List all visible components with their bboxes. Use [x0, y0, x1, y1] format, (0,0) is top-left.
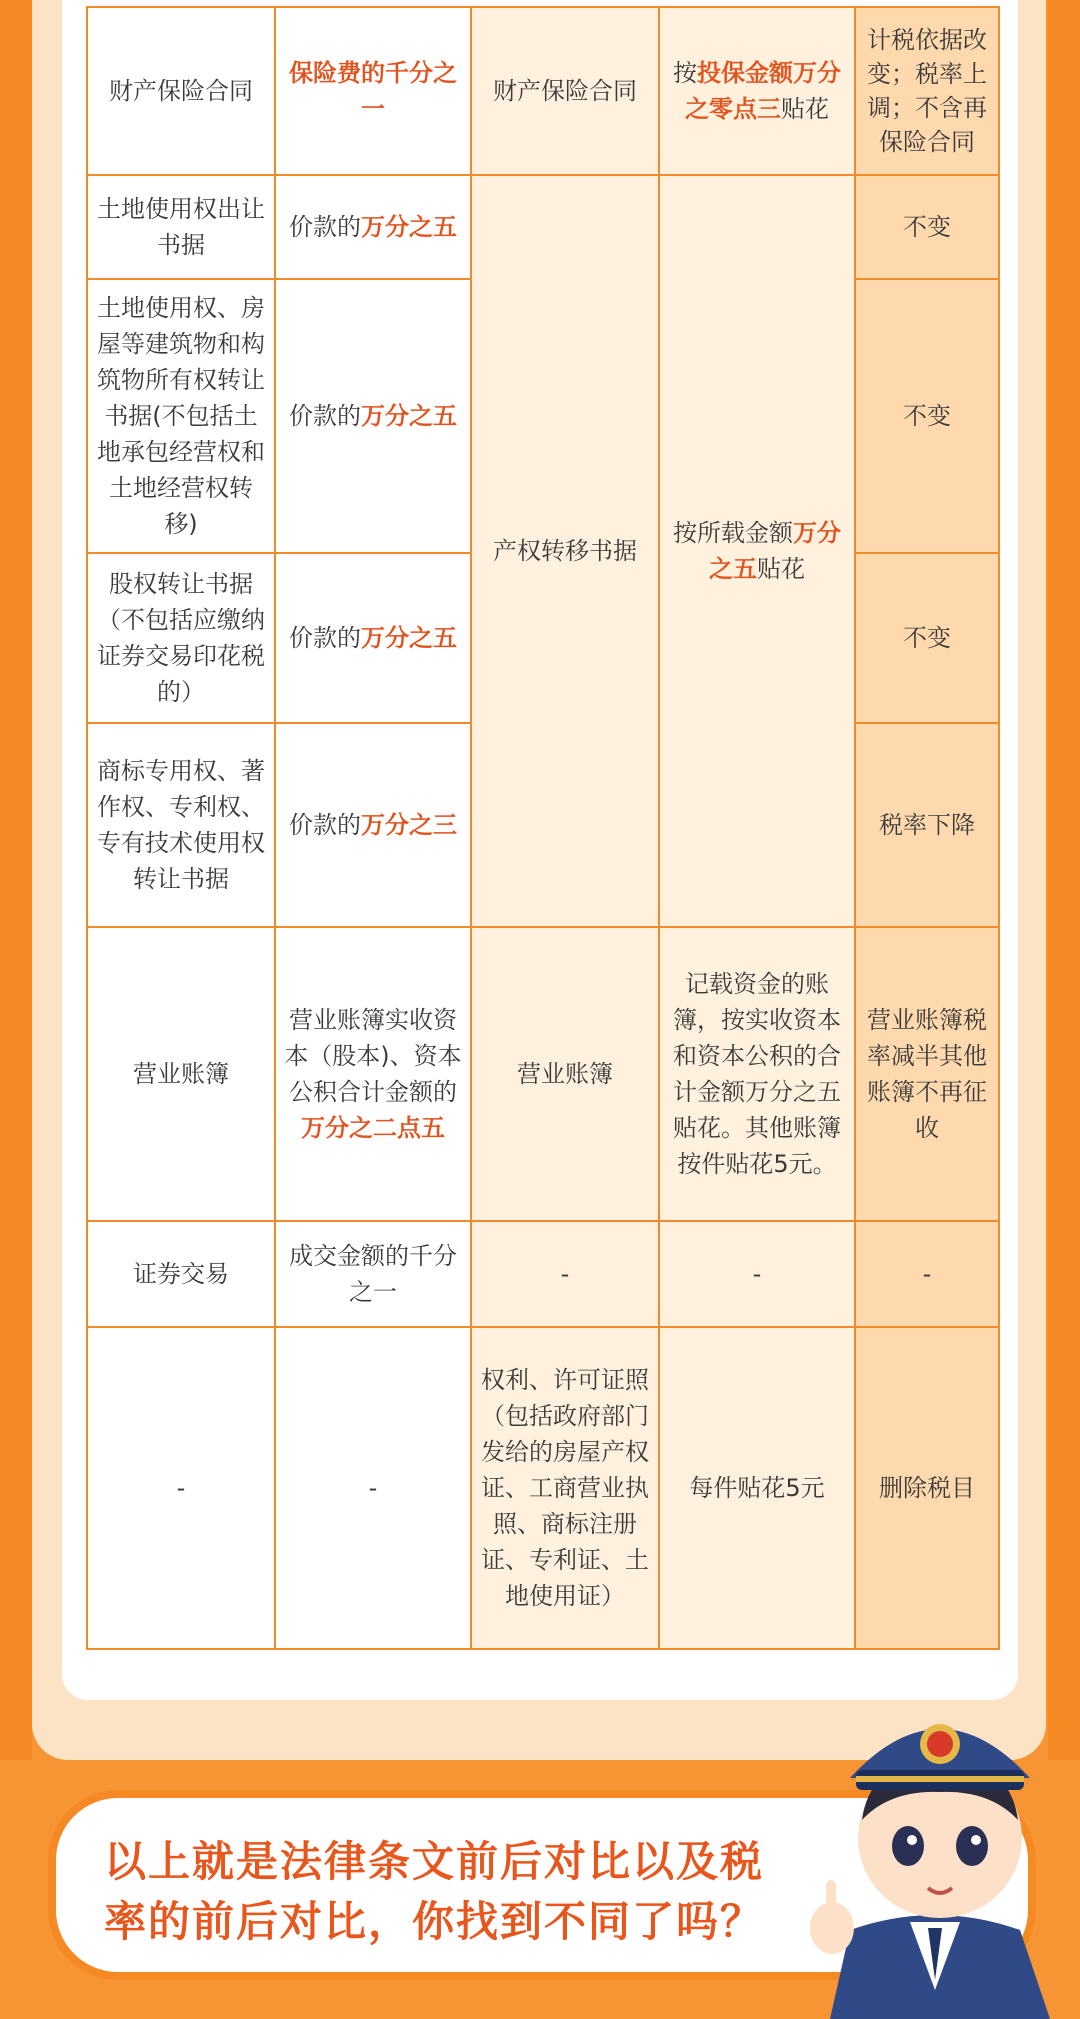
new-item-name: 权利、许可证照（包括政府部门发给的房屋产权证、工商营业执照、商标注册证、专利证、土地使用证） [471, 1327, 659, 1649]
table-row [87, 175, 999, 279]
old-tax-rate [275, 553, 471, 723]
table-row [87, 1327, 999, 1649]
highlighted-rate-text: 万分之二点五 [301, 1114, 445, 1142]
change-note: 计税依据改变；税率上调；不含再保险合同 [855, 7, 999, 175]
change-note: 税率下降 [855, 723, 999, 927]
change-note: 不变 [855, 175, 999, 279]
highlighted-rate-text: 万分之五 [361, 402, 457, 430]
rate-text: 价款的 [289, 624, 361, 652]
tax-comparison-table [86, 6, 1000, 1650]
table-row [87, 927, 999, 1221]
rate-text: 价款的 [289, 811, 361, 839]
old-item-name: - [87, 1327, 275, 1649]
rate-text: 营业账簿实收资本（股本)、资本公积合计金额的 [284, 1006, 462, 1106]
rate-text: 价款的 [289, 402, 361, 430]
highlighted-rate-text: 万分之五 [709, 519, 841, 583]
old-item-name: 商标专用权、著作权、专利权、专有技术使用权转让书据 [87, 723, 275, 927]
old-item-name: 营业账簿 [87, 927, 275, 1221]
rate-text: 按所载金额 [673, 519, 793, 547]
rate-text: 贴花 [781, 95, 829, 123]
rate-text: - [752, 1260, 762, 1288]
new-item-name: 营业账簿 [471, 927, 659, 1221]
rate-text: 记载资金的账簿，按实收资本和资本公积的合计金额万分之五贴花。其他账簿按件贴花5元。 [673, 970, 841, 1178]
old-tax-rate [275, 1221, 471, 1327]
closing-question [104, 1832, 824, 1952]
old-tax-rate [275, 1327, 471, 1649]
old-tax-rate [275, 723, 471, 927]
new-item-name: 财产保险合同 [471, 7, 659, 175]
new-tax-rate-merged [659, 175, 855, 927]
tax-officer-mascot-icon [790, 1660, 1080, 2019]
new-item-name-merged: 产权转移书据 [471, 175, 659, 927]
rate-text: 成交金额的千分之一 [289, 1242, 457, 1306]
old-tax-rate [275, 7, 471, 175]
rate-text: 价款的 [289, 213, 361, 241]
background-border-right [1048, 0, 1080, 1760]
new-tax-rate [659, 7, 855, 175]
background-border-left [0, 0, 32, 1760]
old-item-name: 股权转让书据（不包括应缴纳证券交易印花税的） [87, 553, 275, 723]
highlighted-rate-text: 投保金额万分之零点三 [685, 59, 841, 123]
old-tax-rate [275, 279, 471, 553]
old-item-name: 财产保险合同 [87, 7, 275, 175]
new-tax-rate [659, 1327, 855, 1649]
old-tax-rate [275, 175, 471, 279]
old-item-name: 土地使用权、房屋等建筑物和构筑物所有权转让书据(不包括土地承包经营权和土地经营权转移) [87, 279, 275, 553]
change-note: 不变 [855, 553, 999, 723]
closing-line-2: 率的前后对比，你找到不同了吗？ [104, 1897, 765, 1946]
new-tax-rate [659, 927, 855, 1221]
new-tax-rate [659, 1221, 855, 1327]
rate-text: 每件贴花5元 [689, 1474, 825, 1502]
highlighted-rate-text: 万分之五 [361, 213, 457, 241]
highlighted-rate-text: 保险费的千分之一 [289, 59, 457, 123]
change-note: - [855, 1221, 999, 1327]
change-note: 删除税目 [855, 1327, 999, 1649]
old-tax-rate [275, 927, 471, 1221]
highlighted-rate-text: 万分之三 [361, 811, 457, 839]
old-item-name: 证券交易 [87, 1221, 275, 1327]
highlighted-rate-text: 万分之五 [361, 624, 457, 652]
change-note: 不变 [855, 279, 999, 553]
table-row [87, 1221, 999, 1327]
old-item-name: 土地使用权出让书据 [87, 175, 275, 279]
change-note: 营业账簿税率减半其他账簿不再征收 [855, 927, 999, 1221]
rate-text: - [368, 1474, 378, 1502]
table-row [87, 7, 999, 175]
closing-line-1: 以上就是法律条文前后对比以及税 [104, 1837, 765, 1886]
rate-text: 按 [673, 59, 697, 87]
rate-text: 贴花 [757, 555, 805, 583]
new-item-name: - [471, 1221, 659, 1327]
